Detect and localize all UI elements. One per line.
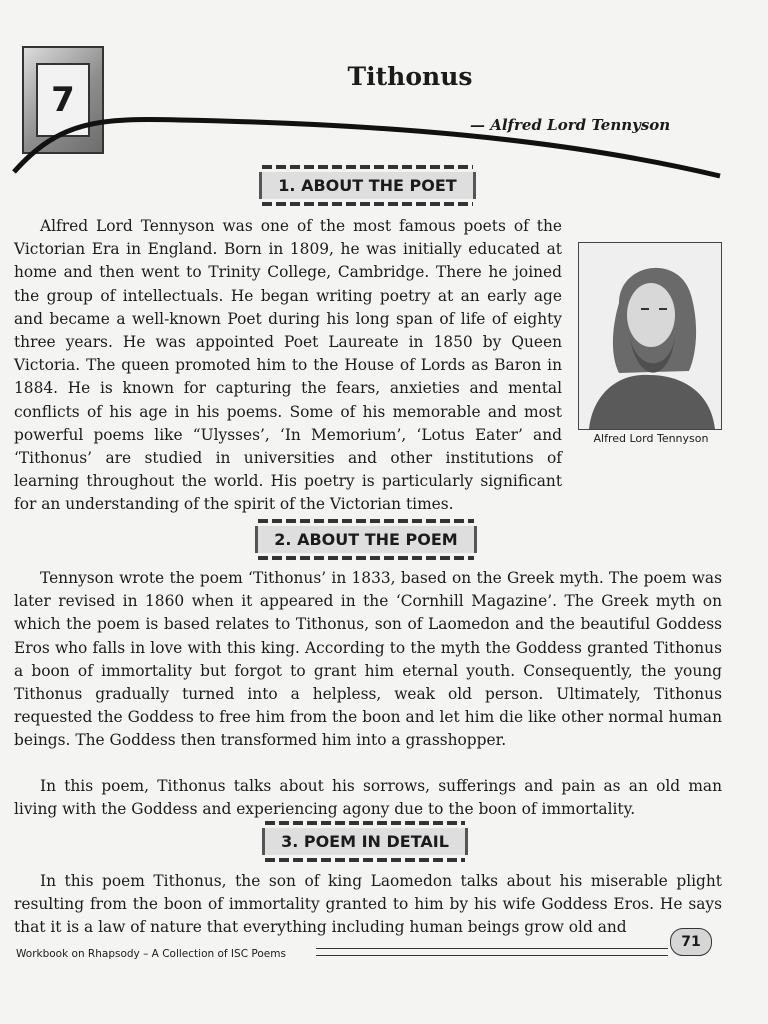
footer-book-title: Workbook on Rhapsody – A Collection of ISC Poems [16, 948, 286, 960]
page-number: 71 [670, 928, 712, 956]
footer-rule [316, 948, 668, 956]
poem-title: Tithonus [347, 62, 473, 91]
poem-author: — Alfred Lord Tennyson [470, 116, 671, 134]
tennyson-portrait [578, 242, 722, 430]
poem-detail-paragraph: In this poem Tithonus, the son of king Laomedon talks about his miserable plight resulting from the boon of immortality granted to him by his wife Goddess Eros. He says that it is a law of nature that everything including human beings grow old and [14, 872, 722, 937]
section-heading-about-poem: 2. ABOUT THE POEM [252, 522, 480, 556]
chapter-number: 7 [36, 63, 90, 137]
about-poet-paragraph: Alfred Lord Tennyson was one of the most famous poets of the Victorian Era in England. Born in 1809, he was initially educated at home and then went to Trinity College, Cambridge. There he joined the group of intellectuals. He began writing poetry at an early age and became a well-known Poet during his long span of life of eighty three years. He was appointed Poet Laureate in 1850 by Queen Victoria. The queen promoted him to the House of Lords as Baron in 1884. He is known for capturing the fears, anxieties and mental conflicts of his age in his poems. Some of his memorable and most powerful poems like “Ulysses’, ‘In Memorium’, ‘Lotus Eater’ and ‘Tithonus’ are studied in universities and other institutions of learning throughout the world. His poetry is particularly significant for an understanding of the spirit of the Victorian times. [14, 217, 562, 514]
about-poem-paragraph-2: In this poem, Tithonus talks about his sorrows, sufferings and pain as an old man living with the Goddess and experiencing agony due to the boon of immortality. [14, 777, 722, 819]
about-poem-paragraph-1: Tennyson wrote the poem ‘Tithonus’ in 1833, based on the Greek myth. The poem was later revised in 1860 when it appeared in the ‘Cornhill Magazine’. The Greek myth on which the poem is based relates to Tithonus, son of Laomedon and the beautiful Goddess Eros who falls in love with this king. According to the myth the Goddess granted Tithonus a boon of immortality but forgot to grant him eternal youth. Consequently, the young Tithonus gradually turned into a helpless, weak old person. Ultimately, Tithonus requested the Goddess to free him from the boon and let him die like other normal human beings. The Goddess then transformed him into a grasshopper. [14, 569, 722, 750]
portrait-caption: Alfred Lord Tennyson [593, 432, 709, 445]
section-heading-about-poet: 1. ABOUT THE POET [255, 168, 480, 202]
section-heading-poem-detail: 3. POEM IN DETAIL [262, 824, 468, 858]
